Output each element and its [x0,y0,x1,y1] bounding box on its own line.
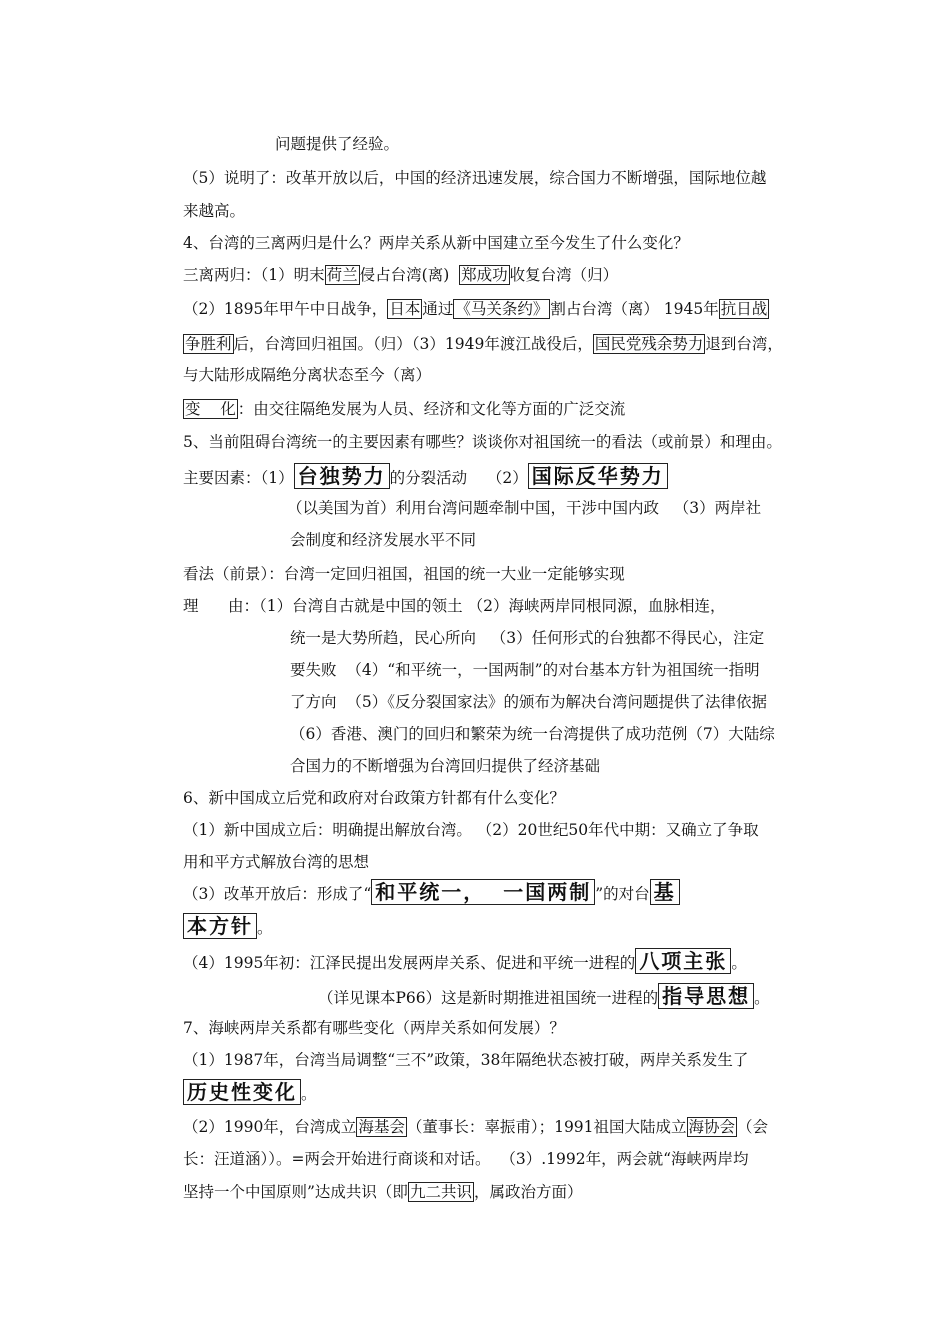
text-line: （以美国为首）利用台湾问题牵制中国，干涉中国内政 （3）两岸社 [287,499,762,517]
answer-box: 历史性变化 [183,1079,301,1105]
text-line: 合国力的不断增强为台湾回归提供了经济基础 [290,757,601,775]
answer-box: 变 化 [185,400,236,418]
answer-box: 日本 [389,300,421,318]
text-line: 本方针 。 [183,914,273,939]
answer-box: 争胜利 [185,335,232,353]
text-line: 问题提供了经验。 [275,135,400,153]
answer-box: 国际反华势力 [528,463,668,489]
text-line: 历史性变化 。 [183,1080,317,1105]
answer-box: 指导思想 [658,983,754,1009]
text-line: （4）1995年初：江泽民提出发展两岸关系、促进和平统一进程的 八项主张 。 [183,949,747,973]
text-line: 来越高。 [183,202,246,220]
answer-box: 郑成功 [461,266,508,284]
answer-box: 《马关条约》 [455,300,549,318]
answer-box: 国民党残余势力 [594,335,704,353]
text-line: 坚持一个中国原则”达成共识（即 九二共识 ，属政治方面） [183,1183,583,1201]
text-line: 会制度和经济发展水平不同 [290,531,477,549]
question-4: 4、台湾的三离两归是什么？两岸关系从新中国建立至今发生了什么变化？ [183,234,689,252]
question-5: 5、当前阻碍台湾统一的主要因素有哪些？谈谈你对祖国统一的看法（或前景）和理由。 [183,433,782,451]
answer-box: 和平统一， 一国两制 [371,879,595,905]
answer-box: 本方针 [183,913,257,939]
answer-box: 荷兰 [326,266,358,284]
text-line: （1）1987年，台湾当局调整“三不”政策，38年隔绝状态被打破，两岸关系发生了 [183,1051,749,1069]
answer-box: 八项主张 [635,948,731,974]
text-line: 主要因素：（1） 台独势力 的分裂活动 （2） 国际反华势力 [183,464,668,489]
answer-box: 海基会 [358,1118,405,1136]
question-7: 7、海峡两岸关系都有哪些变化（两岸关系如何发展）？ [183,1019,565,1037]
text-line: 统一是大势所趋，民心所向 （3）任何形式的台独都不得民心，注定 [290,629,765,647]
answer-box: 抗日战 [720,300,768,318]
answer-box: 台独势力 [294,463,390,489]
answer-box: 九二共识 [409,1183,472,1201]
text-line: （6）香港、澳门的回归和繁荣为统一台湾提供了成功范例（7）大陆综 [290,725,775,743]
text-line: 争胜利 后，台湾回归祖国。（归）（3）1949年渡江战役后， 国民党残余势力 退到台湾， [185,335,783,353]
text-line: 理 由：（1）台湾自古就是中国的领土 （2）海峡两岸同根同源，血脉相连， [183,597,726,615]
text-line: 看法（前景）：台湾一定回归祖国，祖国的统一大业一定能够实现 [183,565,625,583]
text-line: （3）改革开放后：形成了“ 和平统一， 一国两制 ”的对台 基 [183,880,680,905]
text-line: 用和平方式解放台湾的思想 [183,853,370,871]
text-line: （1）新中国成立后：明确提出解放台湾。 （2）20世纪50年代中期：又确立了争取 [183,821,759,839]
text-line: 三离两归：（1）明末 荷兰 侵占台湾(离) 郑成功 收复台湾（归） [183,266,619,284]
question-6: 6、新中国成立后党和政府对台政策方针都有什么变化？ [183,789,565,807]
text-line: （2）1895年甲午中日战争， 日本 通过 《马关条约》 割占台湾（离） 1945年 抗日战 [183,300,768,318]
text-line: 要失败 （4）“和平统一，一国两制”的对台基本方针为祖国统一指明 [290,661,760,679]
text-line: （2）1990年，台湾成立 海基会 （董事长：辜振甫）；1991祖国大陆成立 海协会 （会 [183,1118,769,1136]
answer-box: 基 [650,879,680,905]
text-line: 长：汪道涵））。=两会开始进行商谈和对话。 （3）.1992年，两会就“海峡两岸均 [183,1150,749,1168]
text-line: （详见课本P66）这是新时期推进祖国统一进程的 指导思想 。 [318,984,770,1008]
text-line: 与大陆形成隔绝分离状态至今（离） [183,366,432,384]
text-line: 了方向 （5）《反分裂国家法》的颁布为解决台湾问题提供了法律依据 [290,693,767,711]
text-line: 变 化 ：由交往隔绝发展为人员、经济和文化等方面的广泛交流 [185,400,626,418]
text-line: （5）说明了：改革开放以后，中国的经济迅速发展，综合国力不断增强，国际地位越 [183,169,767,187]
answer-box: 海协会 [688,1118,736,1136]
